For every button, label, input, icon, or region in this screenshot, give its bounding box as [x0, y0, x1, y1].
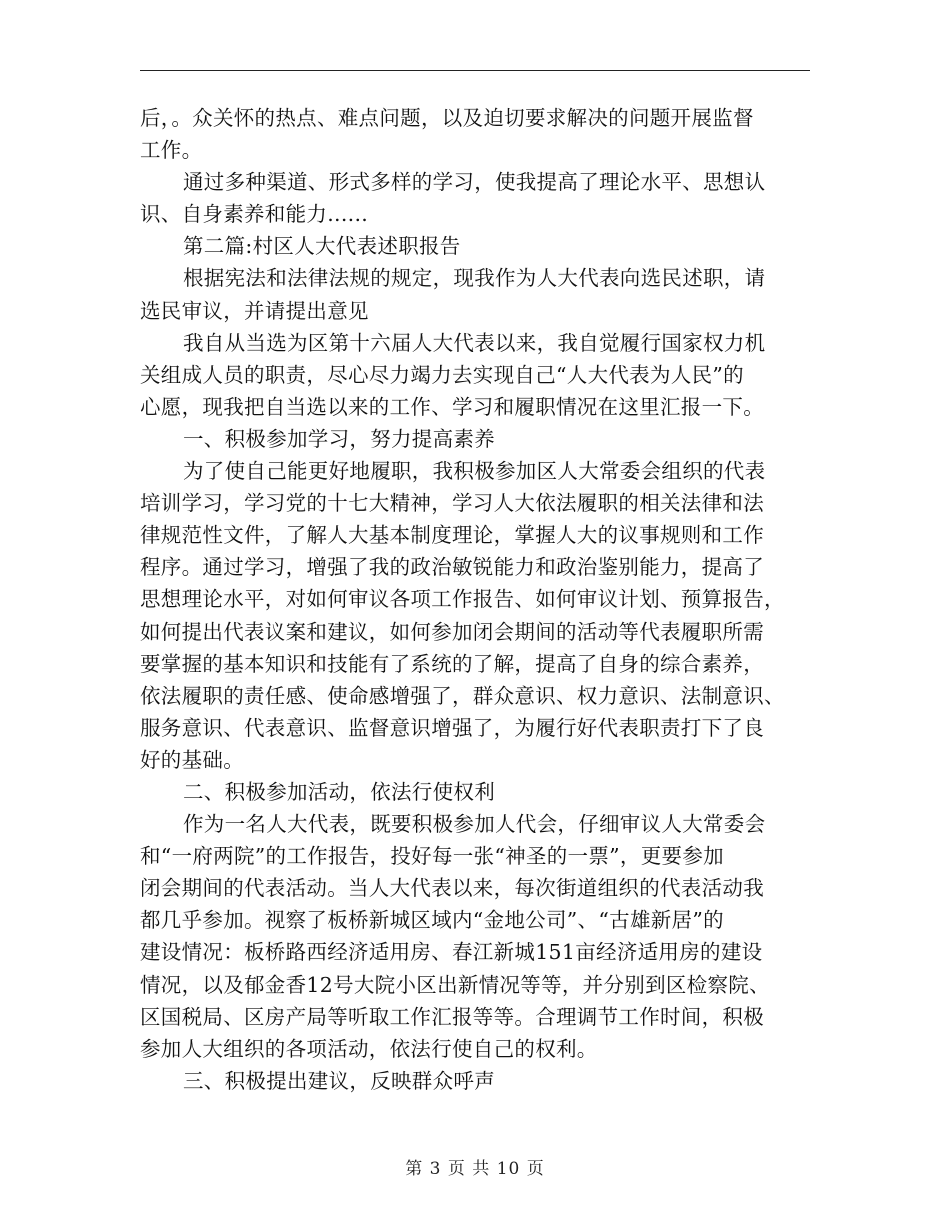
text-line: 和“一府两院”的工作报告，投好每一张“神圣的一票”，更要参加: [140, 844, 724, 869]
text-line: 培训学习，学习党的十七大精神，学习人大依法履职的相关法律和法: [140, 491, 764, 516]
text-line: 工作。: [140, 138, 203, 163]
text-line: 服务意识、代表意识、监督意识增强了，为履行好代表职责打下了良: [140, 715, 764, 740]
page-footer: 第 3 页 共 10 页: [405, 1159, 545, 1179]
text-line: 选民审议，并请提出意见: [140, 298, 369, 323]
text-line: 依法履职的责任感、使命感增强了，群众意识、权力意识、法制意识、: [140, 683, 785, 708]
text-line: 都几乎参加。视察了板桥新城区域内“金地公司”、“古雄新居”的: [140, 908, 724, 933]
text-line: 我自从当选为区第十六届人大代表以来，我自觉履行国家权力机: [183, 330, 766, 355]
text-line: 律规范性文件，了解人大基本制度理论，掌握人大的议事规则和工作: [140, 523, 764, 548]
text-line: 心愿，现我把自当选以来的工作、学习和履职情况在这里汇报一下。: [140, 394, 764, 419]
text-line: 一、积极参加学习，努力提高素养: [183, 426, 495, 451]
text-line: 根据宪法和法律法规的规定，现我作为人大代表向选民述职，请: [183, 266, 766, 291]
text-line: 思想理论水平，对如何审议各项工作报告、如何审议计划、预算报告，: [140, 587, 785, 612]
text-line: 闭会期间的代表活动。当人大代表以来，每次街道组织的代表活动我: [140, 876, 764, 901]
text-line: 要掌握的基本知识和技能有了系统的了解，提高了自身的综合素养，: [140, 651, 764, 676]
text-line: 好的基础。: [140, 747, 244, 772]
text-line: 如何提出代表议案和建议，如何参加闭会期间的活动等代表履职所需: [140, 619, 764, 644]
text-line: 通过多种渠道、形式多样的学习，使我提高了理论水平、思想认: [183, 170, 766, 195]
text-line: 二、积极参加活动，依法行使权利: [183, 779, 495, 804]
text-line: 关组成人员的职责，尽心尽力竭力去实现自己“人大代表为人民”的: [140, 362, 744, 387]
text-line: 程序。通过学习，增强了我的政治敏锐能力和政治鉴别能力，提高了: [140, 555, 764, 580]
text-line: 三、积极提出建议，反映群众呼声: [183, 1068, 495, 1093]
text-line: 区国税局、区房产局等听取工作汇报等等。合理调节工作时间，积极: [140, 1004, 764, 1029]
text-line: 为了使自己能更好地履职，我积极参加区人大常委会组织的代表: [183, 459, 766, 484]
text-line: 作为一名人大代表，既要积极参加人代会，仔细审议人大常委会: [183, 812, 766, 837]
text-line: 建设情况：板桥路西经济适用房、春江新城151亩经济适用房的建设: [140, 940, 763, 965]
header-rule: [140, 70, 810, 71]
text-line: 后，。众关怀的热点、难点问题，以及迫切要求解决的问题开展监督: [140, 106, 754, 130]
text-line: 参加人大组织的各项活动，依法行使自己的权利。: [140, 1036, 598, 1061]
text-line: 情况，以及郁金香12号大院小区出新情况等等，并分别到区检察院、: [140, 972, 770, 997]
text-line: 识、自身素养和能力......: [140, 202, 369, 227]
document-body: [140, 102, 810, 1097]
text-line: 第二篇:村区人大代表述职报告: [183, 234, 461, 259]
